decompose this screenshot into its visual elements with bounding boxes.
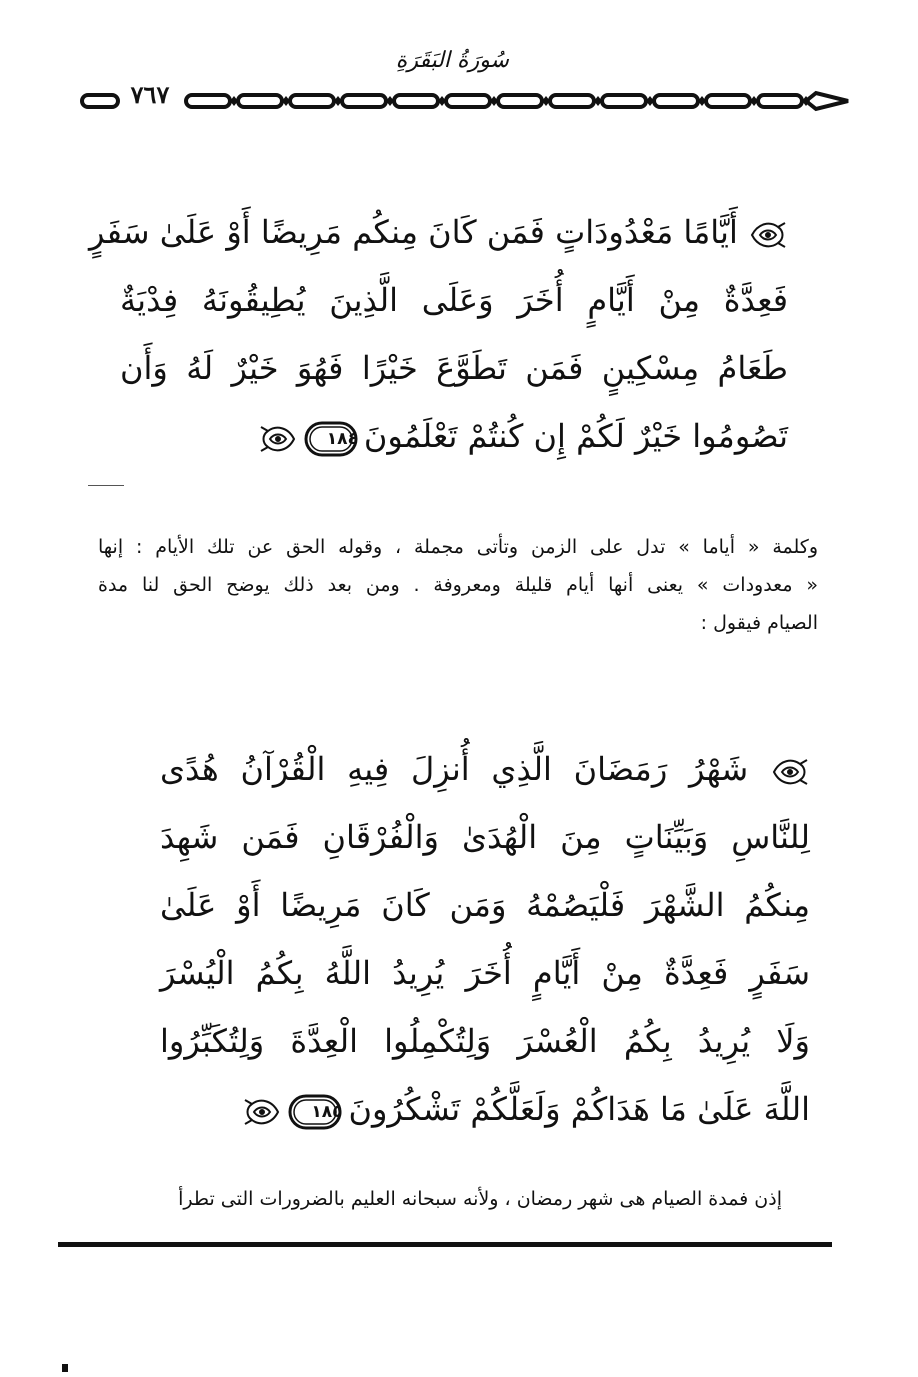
header-chain-ornament — [80, 88, 850, 114]
verse-line — [160, 735, 810, 803]
ayah-marker — [304, 420, 358, 458]
verse-line — [88, 198, 788, 266]
commentary-line: الصيام فيقول : — [700, 612, 818, 634]
commentary-line: وكلمة « أياما » تدل على الزمن وتأتى مجملة ، وقوله الحق عن تلك الأيام : إنها — [98, 536, 818, 558]
page-number: ٧٦٧ — [130, 80, 170, 109]
verse-text: اللَّهَ عَلَىٰ مَا هَدَاكُمْ وَلَعَلَّكُمْ تَشْكُرُونَ — [348, 1090, 810, 1128]
page-bottom-rule — [58, 1242, 832, 1247]
verse-text: أَيَّامًا مَعْدُودَاتٍ فَمَن كَانَ مِنكُم مَرِيضًا أَوْ عَلَىٰ سَفَرٍ — [88, 213, 738, 251]
commentary-paragraph — [98, 528, 818, 642]
verse-line: فَعِدَّةٌ مِنْ أَيَّامٍ أُخَرَ وَعَلَى الَّذِينَ يُطِيقُونَهُ فِدْيَةٌ — [120, 281, 788, 319]
verse-line: وَلَا يُرِيدُ بِكُمُ الْعُسْرَ وَلِتُكْمِلُوا الْعِدَّةَ وَلِتُكَبِّرُوا — [160, 1022, 810, 1060]
verse-block-185 — [160, 735, 810, 1143]
verse-line: سَفَرٍ فَعِدَّةٌ مِنْ أَيَّامٍ أُخَرَ يُرِيدُ اللَّهُ بِكُمُ الْيُسْرَ — [160, 954, 810, 992]
verse-line — [120, 402, 788, 470]
verse-text: شَهْرُ رَمَضَانَ الَّذِي أُنزِلَ فِيهِ الْقُرْآنُ هُدًى — [160, 750, 749, 788]
verse-end-ornament-icon — [258, 419, 298, 459]
verse-text: تَصُومُوا خَيْرٌ لَكُمْ إِن كُنتُمْ تَعْلَمُونَ — [363, 417, 788, 455]
surah-title: سُورَةُ البَقَرَةِ — [395, 48, 509, 73]
verse-start-ornament-icon — [770, 752, 810, 792]
corner-mark — [62, 1364, 68, 1372]
verse-line: طَعَامُ مِسْكِينٍ فَمَن تَطَوَّعَ خَيْرًا فَهُوَ خَيْرٌ لَهُ وَأَن — [120, 349, 788, 387]
verse-block-184 — [88, 198, 788, 470]
verse-line — [160, 1075, 810, 1143]
verse-end-ornament-icon — [242, 1092, 282, 1132]
ayah-number: ١٨٤ — [326, 428, 358, 449]
ayah-marker — [288, 1093, 342, 1131]
commentary-paragraph — [90, 1180, 782, 1218]
verse-start-ornament-icon — [748, 215, 788, 255]
verse-line: لِلنَّاسِ وَبَيِّنَاتٍ مِنَ الْهُدَىٰ وَالْفُرْقَانِ فَمَن شَهِدَ — [160, 818, 810, 856]
commentary-line: « معدودات » يعنى أنها أيام قليلة ومعروفة . ومن بعد ذلك يوضح الحق لنا مدة — [98, 574, 818, 596]
separator-dash — [88, 485, 124, 486]
ayah-number: ١٨٥ — [311, 1101, 343, 1122]
commentary-line: إذن فمدة الصيام هى شهر رمضان ، ولأنه سبحانه العليم بالضرورات التى تطرأ — [178, 1188, 782, 1210]
verse-line: مِنكُمُ الشَّهْرَ فَلْيَصُمْهُ وَمَن كَانَ مَرِيضًا أَوْ عَلَىٰ — [160, 886, 810, 924]
